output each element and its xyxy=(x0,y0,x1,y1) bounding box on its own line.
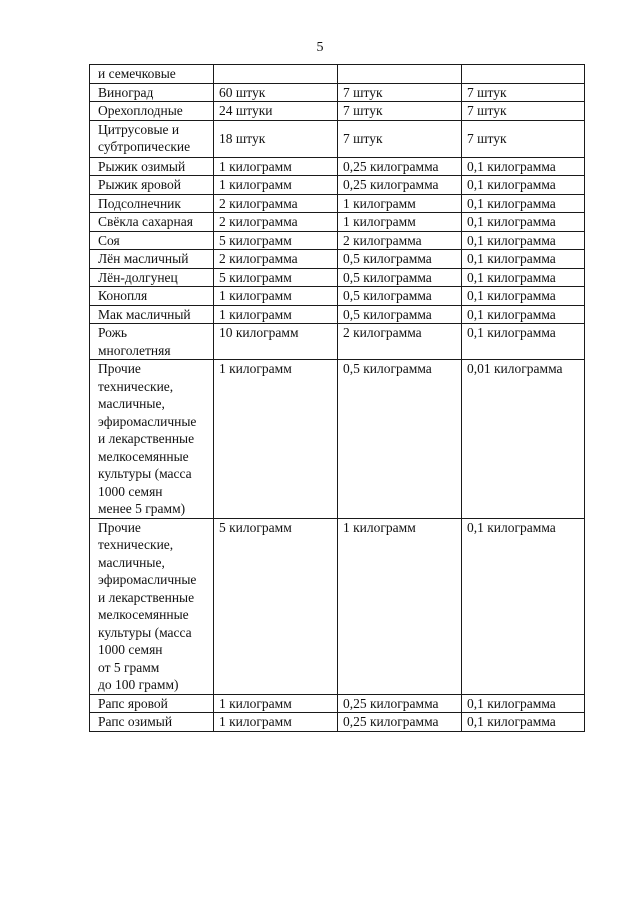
value-cell: 0,25 килограмма xyxy=(338,176,462,195)
value-cell xyxy=(462,65,585,84)
value-cell: 1 килограмм xyxy=(214,305,338,324)
crop-name-cell: Цитрусовые и субтропические xyxy=(90,120,214,157)
value-cell xyxy=(338,65,462,84)
value-cell: 0,1 килограмма xyxy=(462,194,585,213)
table-row xyxy=(90,518,585,694)
seed-sample-table xyxy=(89,64,585,732)
value-cell: 0,5 килограмма xyxy=(338,287,462,306)
value-cell: 7 штук xyxy=(462,102,585,121)
table-row xyxy=(90,305,585,324)
crop-name-cell: Прочие технические, масличные, эфиромасличные и лекарственные мелкосемянные культуры (масса 1000 семян менее 5 грамм) xyxy=(90,360,214,519)
table-row xyxy=(90,65,585,84)
value-cell: 2 килограмма xyxy=(214,250,338,269)
value-cell: 1 килограмм xyxy=(214,713,338,732)
value-cell: 0,1 килограмма xyxy=(462,250,585,269)
value-cell: 0,5 килограмма xyxy=(338,268,462,287)
page-number: 5 xyxy=(316,40,324,55)
value-cell: 0,1 килограмма xyxy=(462,157,585,176)
crop-name-cell: Рыжик яровой xyxy=(90,176,214,195)
value-cell: 1 килограмм xyxy=(214,694,338,713)
table-row xyxy=(90,694,585,713)
value-cell: 0,1 килограмма xyxy=(462,305,585,324)
value-cell: 0,1 килограмма xyxy=(462,694,585,713)
table-row xyxy=(90,713,585,732)
value-cell: 1 килограмм xyxy=(214,360,338,519)
table-row xyxy=(90,102,585,121)
crop-name-cell: Прочие технические, масличные, эфиромасличные и лекарственные мелкосемянные культуры (масса 1000 семян от 5 грамм до 100 грамм) xyxy=(90,518,214,694)
value-cell: 2 килограмма xyxy=(214,194,338,213)
table-row xyxy=(90,120,585,157)
value-cell: 0,25 килограмма xyxy=(338,694,462,713)
crop-name-cell: Орехоплодные xyxy=(90,102,214,121)
crop-name-cell: Рыжик озимый xyxy=(90,157,214,176)
value-cell: 2 килограмма xyxy=(338,324,462,360)
table-row xyxy=(90,213,585,232)
crop-name-cell: Подсолнечник xyxy=(90,194,214,213)
value-cell: 0,5 килограмма xyxy=(338,250,462,269)
value-cell: 0,1 килограмма xyxy=(462,518,585,694)
crop-name-cell: Соя xyxy=(90,231,214,250)
value-cell: 2 килограмма xyxy=(338,231,462,250)
value-cell: 7 штук xyxy=(338,102,462,121)
crop-name-cell: Мак масличный xyxy=(90,305,214,324)
value-cell: 5 килограмм xyxy=(214,231,338,250)
value-cell: 1 килограмм xyxy=(214,157,338,176)
value-cell: 7 штук xyxy=(462,120,585,157)
value-cell: 1 килограмм xyxy=(214,287,338,306)
value-cell: 0,5 килограмма xyxy=(338,360,462,519)
value-cell xyxy=(214,65,338,84)
value-cell: 1 килограмм xyxy=(338,518,462,694)
value-cell: 1 килограмм xyxy=(338,213,462,232)
value-cell: 0,01 килограмма xyxy=(462,360,585,519)
value-cell: 2 килограмма xyxy=(214,213,338,232)
value-cell: 0,25 килограмма xyxy=(338,713,462,732)
value-cell: 0,1 килограмма xyxy=(462,176,585,195)
value-cell: 0,1 килограмма xyxy=(462,213,585,232)
value-cell: 7 штук xyxy=(338,83,462,102)
crop-name-cell: Лён-долгунец xyxy=(90,268,214,287)
value-cell: 1 килограмм xyxy=(214,176,338,195)
crop-name-cell: и семечковые xyxy=(90,65,214,84)
table-row xyxy=(90,268,585,287)
value-cell: 1 килограмм xyxy=(338,194,462,213)
table-row xyxy=(90,157,585,176)
crop-name-cell: Лён масличный xyxy=(90,250,214,269)
value-cell: 0,1 килограмма xyxy=(462,268,585,287)
value-cell: 0,1 килограмма xyxy=(462,713,585,732)
value-cell: 0,1 килограмма xyxy=(462,231,585,250)
value-cell: 0,1 килограмма xyxy=(462,324,585,360)
value-cell: 0,1 килограмма xyxy=(462,287,585,306)
crop-name-cell: Виноград xyxy=(90,83,214,102)
value-cell: 0,5 килограмма xyxy=(338,305,462,324)
value-cell: 60 штук xyxy=(214,83,338,102)
value-cell: 7 штук xyxy=(338,120,462,157)
crop-name-cell: Конопля xyxy=(90,287,214,306)
table-row xyxy=(90,250,585,269)
value-cell: 5 килограмм xyxy=(214,268,338,287)
table-row xyxy=(90,83,585,102)
crop-name-cell: Рапс озимый xyxy=(90,713,214,732)
table-row xyxy=(90,194,585,213)
value-cell: 0,25 килограмма xyxy=(338,157,462,176)
crop-name-cell: Свёкла сахарная xyxy=(90,213,214,232)
value-cell: 7 штук xyxy=(462,83,585,102)
table-row xyxy=(90,360,585,519)
table-row xyxy=(90,231,585,250)
crop-name-cell: Рапс яровой xyxy=(90,694,214,713)
table-row xyxy=(90,287,585,306)
crop-name-cell: Рожь многолетняя xyxy=(90,324,214,360)
value-cell: 5 килограмм xyxy=(214,518,338,694)
table-row xyxy=(90,324,585,360)
value-cell: 24 штуки xyxy=(214,102,338,121)
table-row xyxy=(90,176,585,195)
value-cell: 18 штук xyxy=(214,120,338,157)
value-cell: 10 килограмм xyxy=(214,324,338,360)
